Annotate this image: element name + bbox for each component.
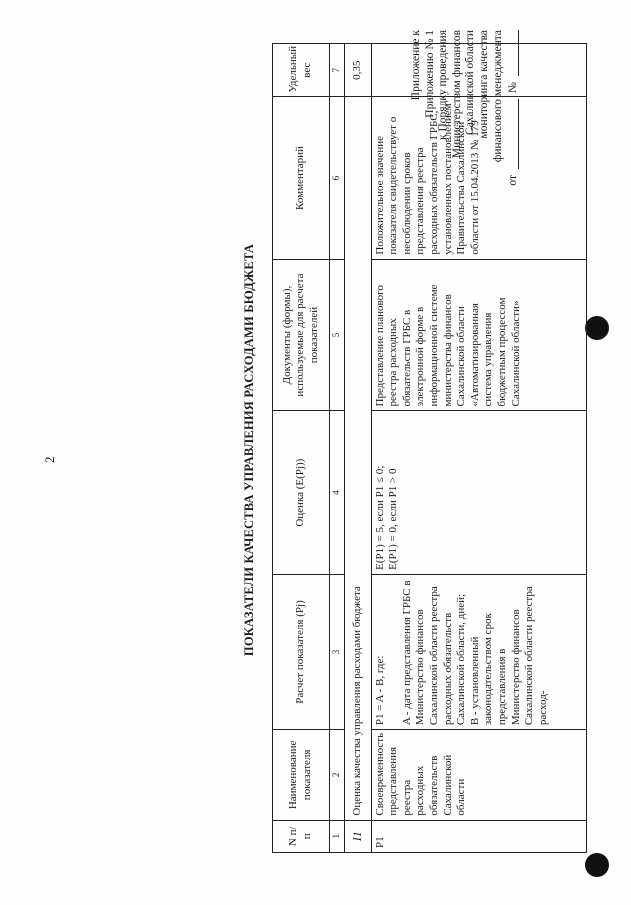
- section-row: [344, 44, 371, 853]
- punch-hole: [585, 316, 609, 340]
- section-label: Оценка качества управления расходами бюджета: [344, 97, 371, 820]
- column-number: 2: [330, 730, 345, 820]
- column-number: 1: [330, 820, 345, 852]
- header-cell: Наименование показателя: [273, 730, 330, 820]
- appendix-line: к Порядку проведения: [437, 30, 450, 140]
- row-id: P1: [371, 820, 586, 852]
- number-label: №: [507, 82, 520, 93]
- header-row: [273, 44, 330, 853]
- header-cell: Документы (формы), используемые для расчета показателей: [273, 259, 330, 411]
- section-symbol: I1: [344, 820, 371, 852]
- column-number: 6: [330, 97, 345, 259]
- header-cell: Расчет показателя (Pj): [273, 574, 330, 729]
- indicators-table: [272, 43, 587, 853]
- column-number: 5: [330, 259, 345, 411]
- indicator-calculation: P1 = A - B, где: A - дата представления ГРБС в Министерство финансов Сахалинской области реестра расходных обязательств Сахалинской области, дней; B - установленный законодательством срок представления в Министерство финансов Сахалинской области реестра расход-: [371, 574, 586, 729]
- indicator-weight: [371, 44, 586, 97]
- appendix-line: мониторинга качества: [477, 30, 490, 139]
- appendix-line: Министерством финансов: [450, 30, 463, 159]
- appendix-line: Приложению № 1: [423, 30, 436, 118]
- header-cell: Удельный вес: [273, 44, 330, 97]
- column-number: 4: [330, 411, 345, 574]
- from-label: от: [507, 174, 520, 186]
- appendix-line: Приложение к: [410, 30, 422, 101]
- appendix-line: Сахалинской области: [464, 30, 477, 135]
- header-cell: Комментарий: [273, 97, 330, 259]
- column-number: 7: [330, 44, 345, 97]
- header-cell: Оценка (E(Pj)): [273, 411, 330, 574]
- punch-hole: [585, 853, 609, 877]
- indicator-name: Своевременность представления реестра расходных обязательств Сахалинской области: [371, 730, 586, 820]
- indicator-documents: Представление планового реестра расходных обязательств ГРБС в электронной форме в информационной системе министерства финансов Сахалинской области «Автоматизированная система управления бюджетным процессом Сахалинской области»: [371, 259, 586, 411]
- indicator-score: E(P1) = 5, если P1 ≤ 0; E(P1) = 0, если P1 > 0: [371, 411, 586, 574]
- page-number: 2: [42, 456, 57, 463]
- appendix-line: финансового менеджмента: [491, 30, 504, 163]
- header-cell: N п/п: [273, 820, 330, 852]
- section-weight: 0,35: [344, 44, 371, 97]
- table-row: [371, 44, 586, 853]
- indicator-comment: Положительное значение показателя свидетельствует о несоблюдении сроков представления реестра расходных обязательств ГРБС, установленных постановлением Правительства Сахалинской области от 15.04.2013 № 179: [371, 97, 586, 259]
- column-number: 3: [330, 574, 345, 729]
- page-title: ПОКАЗАТЕЛИ КАЧЕСТВА УПРАВЛЕНИЯ РАСХОДАМИ БЮДЖЕТА: [242, 243, 256, 657]
- column-number-row: [330, 44, 345, 853]
